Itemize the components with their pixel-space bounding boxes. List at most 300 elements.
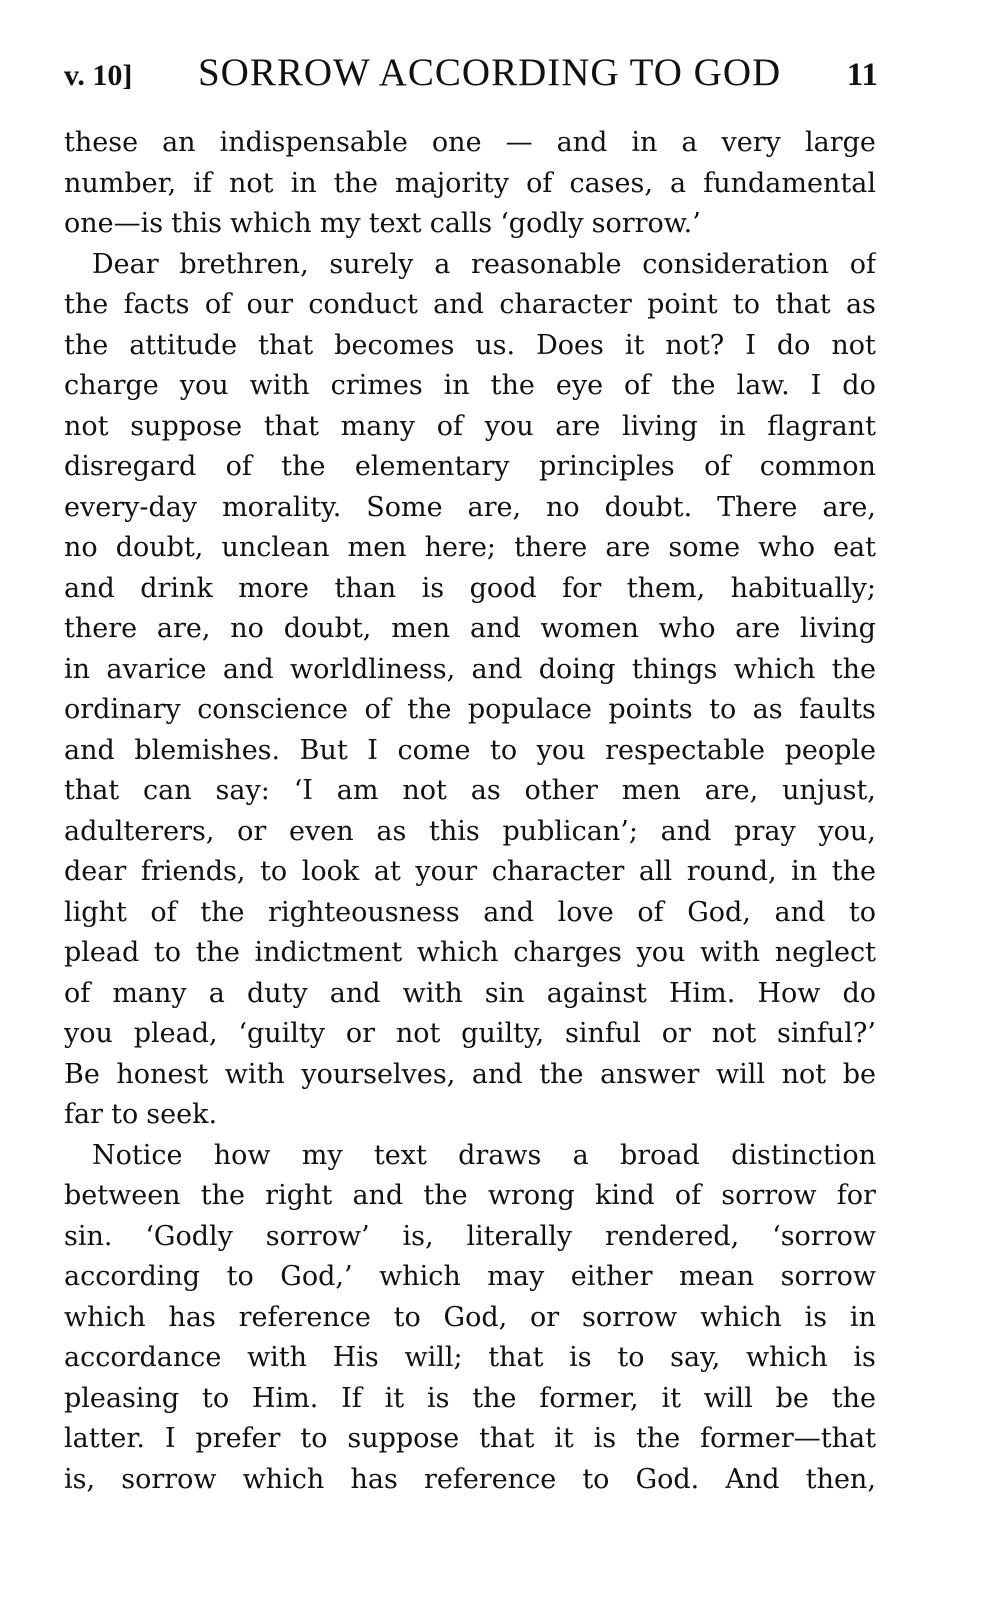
word: rendered, bbox=[604, 1220, 740, 1252]
word: with bbox=[700, 937, 761, 968]
word: or bbox=[237, 815, 267, 847]
text-line bbox=[64, 771, 876, 812]
word: not bbox=[402, 775, 447, 806]
word: the bbox=[831, 1382, 876, 1414]
word: love bbox=[557, 896, 614, 928]
word: am bbox=[336, 775, 379, 806]
word: a bbox=[434, 248, 451, 280]
word: ‘I bbox=[293, 775, 313, 806]
word: it bbox=[624, 329, 645, 361]
word: a bbox=[670, 167, 687, 199]
word: sorrow’ bbox=[265, 1220, 370, 1252]
word: sorrow.’ bbox=[591, 208, 701, 239]
word: draws bbox=[458, 1139, 542, 1171]
word: unclean bbox=[221, 532, 330, 563]
word: avarice bbox=[106, 653, 207, 685]
word: If bbox=[341, 1382, 362, 1414]
word: the bbox=[200, 896, 245, 928]
text-line bbox=[64, 123, 876, 164]
word: is bbox=[569, 1342, 592, 1373]
word: and bbox=[774, 896, 826, 928]
word: which bbox=[242, 1463, 325, 1495]
text-line bbox=[64, 933, 876, 974]
word: not? bbox=[665, 329, 725, 361]
word: the bbox=[64, 289, 109, 320]
word: reasonable bbox=[471, 248, 622, 280]
word: indictment bbox=[254, 937, 403, 968]
word: are, bbox=[156, 613, 211, 644]
word: no bbox=[230, 613, 264, 644]
word: are, bbox=[822, 491, 876, 523]
text-line bbox=[64, 1136, 876, 1177]
word: this bbox=[171, 208, 222, 239]
word: that bbox=[488, 1342, 544, 1373]
word: and bbox=[471, 653, 523, 685]
word: I bbox=[745, 329, 756, 361]
word: God, bbox=[687, 896, 751, 928]
word: reference bbox=[423, 1463, 557, 1495]
word: that bbox=[775, 289, 831, 320]
word: ‘guilty bbox=[238, 1018, 326, 1049]
word: Does bbox=[536, 329, 604, 361]
word: as bbox=[376, 815, 407, 847]
word: many bbox=[340, 410, 416, 442]
text-line bbox=[64, 731, 876, 772]
word: mean bbox=[679, 1261, 755, 1292]
word: of bbox=[624, 370, 651, 401]
word: is bbox=[426, 1382, 450, 1414]
word: common bbox=[759, 451, 876, 482]
word: all bbox=[638, 856, 673, 887]
word: blemishes. bbox=[134, 734, 281, 766]
word: not bbox=[64, 410, 109, 442]
word: people bbox=[784, 734, 876, 766]
word: sorrow bbox=[121, 1463, 217, 1495]
word: to bbox=[393, 1301, 421, 1333]
word: that bbox=[258, 329, 314, 361]
word: us. bbox=[475, 329, 516, 361]
word: Him. bbox=[251, 1382, 319, 1414]
word: flagrant bbox=[767, 410, 876, 442]
word: are bbox=[735, 613, 781, 644]
word: living bbox=[622, 410, 698, 442]
word: of bbox=[637, 896, 664, 928]
word: surely bbox=[329, 248, 414, 280]
word: to bbox=[260, 856, 288, 887]
word: for bbox=[836, 1180, 876, 1211]
word: there bbox=[64, 613, 138, 644]
word: and bbox=[222, 653, 274, 685]
word: many bbox=[112, 977, 187, 1009]
word: ‘sorrow bbox=[772, 1220, 876, 1252]
word: God. bbox=[635, 1463, 700, 1495]
word: and bbox=[433, 289, 484, 320]
text-line bbox=[64, 690, 876, 731]
word: consideration bbox=[642, 248, 829, 280]
word: to bbox=[153, 937, 182, 968]
word: if bbox=[193, 167, 212, 199]
word: righteousness bbox=[268, 896, 460, 928]
word: doubt, bbox=[115, 532, 204, 563]
word: unjust, bbox=[782, 775, 876, 806]
word: you bbox=[179, 370, 229, 401]
word: ‘godly bbox=[500, 208, 584, 239]
word: calls bbox=[429, 208, 493, 239]
word: literally bbox=[466, 1220, 573, 1252]
word: or bbox=[530, 1301, 560, 1333]
word: adulterers, bbox=[64, 815, 215, 847]
word: in bbox=[791, 856, 818, 887]
word: which bbox=[416, 937, 499, 968]
word: to bbox=[202, 1382, 230, 1414]
word: there bbox=[514, 532, 588, 563]
word: other bbox=[524, 775, 598, 806]
word: is, bbox=[64, 1463, 96, 1495]
word: either bbox=[570, 1261, 653, 1292]
word: can bbox=[143, 775, 192, 806]
page-number: 11 bbox=[846, 57, 878, 93]
word: as bbox=[845, 289, 876, 320]
word: friends, bbox=[140, 856, 246, 887]
word: wrong bbox=[487, 1180, 575, 1211]
word: text bbox=[368, 208, 422, 239]
word: seek. bbox=[146, 1099, 218, 1130]
word: eye bbox=[555, 370, 604, 401]
text-line bbox=[64, 204, 876, 245]
word: the bbox=[281, 451, 326, 482]
text-line bbox=[64, 1298, 876, 1339]
word: will; bbox=[404, 1342, 463, 1373]
running-title: SORROW ACCORDING TO GOD bbox=[197, 51, 782, 94]
text-line bbox=[64, 974, 876, 1015]
word: distinction bbox=[731, 1139, 876, 1171]
text-line bbox=[64, 447, 876, 488]
word: is bbox=[853, 1342, 876, 1373]
word: honest bbox=[116, 1058, 209, 1090]
word: you bbox=[484, 410, 534, 442]
word: I bbox=[164, 1423, 176, 1454]
word: and bbox=[64, 734, 115, 766]
word: which bbox=[700, 1301, 782, 1333]
word: which bbox=[733, 653, 816, 685]
word: broad bbox=[619, 1139, 700, 1171]
word: are, bbox=[467, 491, 522, 523]
text-line bbox=[64, 528, 876, 569]
word: has bbox=[350, 1463, 398, 1495]
word: every-day bbox=[64, 491, 198, 523]
word: and bbox=[469, 613, 521, 644]
text-line bbox=[64, 1338, 876, 1379]
word: fundamental bbox=[703, 167, 876, 199]
word: far bbox=[64, 1099, 103, 1130]
word: them, bbox=[626, 572, 706, 604]
word: sinful bbox=[565, 1018, 641, 1049]
word: in bbox=[719, 410, 746, 442]
word: is bbox=[804, 1301, 828, 1333]
word: be bbox=[842, 1058, 876, 1090]
word: the bbox=[831, 856, 876, 887]
text-line bbox=[64, 366, 876, 407]
word: I bbox=[810, 370, 822, 401]
word: latter. bbox=[64, 1423, 145, 1454]
word: one bbox=[431, 127, 482, 158]
word: God, bbox=[443, 1301, 508, 1333]
word: answer bbox=[600, 1058, 700, 1090]
word: plead bbox=[64, 937, 140, 968]
word: doubt. bbox=[604, 491, 693, 523]
word: in bbox=[64, 653, 91, 685]
word: or bbox=[345, 1018, 376, 1049]
word: these bbox=[64, 127, 139, 158]
word: are bbox=[555, 410, 601, 442]
word: crimes bbox=[330, 370, 423, 401]
word: respectable bbox=[605, 734, 766, 766]
word: no bbox=[64, 532, 98, 563]
text-line bbox=[64, 1095, 876, 1136]
text-line bbox=[64, 812, 876, 853]
word: to bbox=[709, 694, 737, 725]
word: of bbox=[364, 694, 391, 725]
word: which bbox=[230, 208, 312, 239]
word: duty bbox=[246, 977, 308, 1009]
word: conscience bbox=[197, 694, 349, 725]
word: who bbox=[658, 613, 716, 644]
word: Be bbox=[64, 1058, 100, 1090]
text-line bbox=[64, 285, 876, 326]
text-line bbox=[64, 852, 876, 893]
text-line bbox=[64, 488, 876, 529]
word: sinful?’ bbox=[777, 1018, 876, 1049]
word: the bbox=[472, 1382, 517, 1414]
word: our bbox=[246, 289, 294, 320]
word: this bbox=[429, 815, 480, 847]
body-text bbox=[64, 123, 876, 1500]
word: of bbox=[674, 1180, 702, 1211]
word: indispensable bbox=[219, 127, 408, 158]
word: of bbox=[204, 289, 232, 320]
word: drink bbox=[140, 572, 213, 604]
word: of bbox=[64, 977, 91, 1009]
word: no bbox=[545, 491, 580, 523]
word: to bbox=[848, 896, 876, 928]
word: His bbox=[332, 1342, 379, 1373]
word: doing bbox=[538, 653, 616, 685]
word: pleasing bbox=[64, 1382, 180, 1414]
word: charge bbox=[64, 370, 159, 401]
word: do bbox=[842, 977, 876, 1009]
word: prefer bbox=[195, 1423, 281, 1454]
text-line bbox=[64, 1055, 876, 1096]
word: dear bbox=[64, 856, 127, 887]
word: you, bbox=[818, 815, 876, 847]
word: between bbox=[64, 1180, 181, 1211]
word: sorrow bbox=[780, 1261, 876, 1292]
word: may bbox=[487, 1261, 545, 1292]
word: to bbox=[300, 1423, 328, 1454]
word: But bbox=[299, 734, 348, 766]
word: the bbox=[333, 167, 378, 199]
word: and bbox=[329, 977, 381, 1009]
text-line bbox=[64, 569, 876, 610]
text-line bbox=[64, 609, 876, 650]
word: say: bbox=[215, 775, 270, 806]
word: it bbox=[661, 1382, 681, 1414]
word: which bbox=[379, 1261, 461, 1292]
text-line bbox=[64, 650, 876, 691]
word: and bbox=[660, 815, 712, 847]
word: to bbox=[582, 1463, 610, 1495]
word: reference bbox=[238, 1301, 371, 1333]
word: suppose bbox=[130, 410, 243, 442]
word: will bbox=[703, 1382, 753, 1414]
word: of bbox=[704, 451, 731, 482]
text-line bbox=[64, 1014, 876, 1055]
text-line bbox=[64, 893, 876, 934]
word: of bbox=[436, 410, 463, 442]
word: you bbox=[64, 1018, 113, 1049]
word: habitually; bbox=[730, 572, 876, 604]
word: in bbox=[631, 127, 658, 158]
word: even bbox=[289, 815, 354, 847]
word: text bbox=[373, 1139, 427, 1171]
word: and bbox=[483, 896, 535, 928]
word: guilty, bbox=[461, 1018, 545, 1049]
word: the bbox=[407, 694, 452, 725]
word: kind bbox=[594, 1180, 655, 1211]
word: sorrow bbox=[582, 1301, 678, 1333]
word: then, bbox=[805, 1463, 876, 1495]
word: eat bbox=[833, 532, 876, 563]
word: be bbox=[775, 1382, 809, 1414]
word: is bbox=[593, 1423, 617, 1454]
word: not bbox=[831, 329, 876, 361]
word: it bbox=[554, 1423, 574, 1454]
word: There bbox=[717, 491, 798, 523]
word: at bbox=[373, 856, 401, 887]
word: of bbox=[849, 248, 876, 280]
word: number, bbox=[64, 167, 177, 199]
word: which bbox=[746, 1342, 828, 1373]
word: with bbox=[249, 370, 310, 401]
word: my bbox=[301, 1139, 343, 1171]
word: living bbox=[800, 613, 876, 644]
word: men bbox=[347, 532, 407, 563]
word: Some bbox=[366, 491, 443, 523]
word: and bbox=[352, 1180, 404, 1211]
word: the bbox=[636, 1423, 681, 1454]
word: as bbox=[470, 775, 501, 806]
word: populace bbox=[467, 694, 592, 725]
word: facts bbox=[123, 289, 190, 320]
text-line bbox=[64, 407, 876, 448]
word: in bbox=[443, 370, 470, 401]
word: I bbox=[367, 734, 378, 766]
word: here; bbox=[424, 532, 497, 563]
word: things bbox=[631, 653, 718, 685]
word: good bbox=[469, 572, 537, 604]
word: accordance bbox=[64, 1342, 222, 1373]
word: attitude bbox=[129, 329, 238, 361]
word: is, bbox=[402, 1220, 434, 1252]
word: more bbox=[238, 572, 310, 604]
word: sin. bbox=[64, 1220, 113, 1252]
word: conduct bbox=[308, 289, 418, 320]
word: not bbox=[395, 1018, 441, 1049]
word: Notice bbox=[92, 1139, 183, 1171]
text-line bbox=[64, 1379, 876, 1420]
word: some bbox=[668, 532, 741, 563]
word: Him. bbox=[669, 977, 736, 1009]
text-line bbox=[64, 1419, 876, 1460]
word: in bbox=[849, 1301, 876, 1333]
text-line bbox=[64, 245, 876, 286]
text-line bbox=[64, 1217, 876, 1258]
word: a bbox=[572, 1139, 589, 1171]
running-header bbox=[64, 50, 878, 106]
word: a bbox=[681, 127, 698, 158]
word: former—that bbox=[700, 1423, 876, 1454]
word: plead, bbox=[133, 1018, 218, 1049]
word: come bbox=[397, 734, 471, 766]
word: of bbox=[526, 167, 553, 199]
word: are, bbox=[704, 775, 759, 806]
word: sorrow bbox=[721, 1180, 817, 1211]
word: worldliness, bbox=[290, 653, 456, 685]
word: neglect bbox=[774, 937, 876, 968]
word: than bbox=[334, 572, 397, 604]
word: becomes bbox=[334, 329, 455, 361]
text-line bbox=[64, 1460, 876, 1501]
word: law. bbox=[736, 370, 790, 401]
word: charges bbox=[513, 937, 622, 968]
word: that bbox=[479, 1423, 535, 1454]
word: the bbox=[64, 329, 109, 361]
word: not bbox=[711, 1018, 757, 1049]
word: doubt, bbox=[283, 613, 372, 644]
word: ordinary bbox=[64, 694, 181, 725]
word: right bbox=[265, 1180, 333, 1211]
word: majority bbox=[395, 167, 510, 199]
word: character bbox=[491, 856, 625, 887]
word: and bbox=[471, 1058, 523, 1090]
word: And bbox=[725, 1463, 780, 1495]
word: look bbox=[301, 856, 360, 887]
word: men bbox=[391, 613, 451, 644]
verse-reference: v. 10] bbox=[64, 59, 133, 92]
word: points bbox=[608, 694, 693, 725]
word: publican’; bbox=[502, 815, 638, 847]
word: to bbox=[617, 1342, 645, 1373]
word: character bbox=[499, 289, 632, 320]
word: will bbox=[716, 1058, 766, 1090]
word: brethren, bbox=[179, 248, 309, 280]
word: your bbox=[415, 856, 478, 887]
word: as bbox=[752, 694, 783, 725]
word: has bbox=[168, 1301, 216, 1333]
word: are bbox=[605, 532, 651, 563]
text-line bbox=[64, 1257, 876, 1298]
word: to bbox=[489, 734, 518, 766]
word: that bbox=[64, 775, 120, 806]
word: in bbox=[290, 167, 317, 199]
word: an bbox=[162, 127, 196, 158]
text-line bbox=[64, 1176, 876, 1217]
word: not bbox=[229, 167, 274, 199]
word: elementary bbox=[354, 451, 510, 482]
word: the bbox=[423, 1180, 468, 1211]
word: men bbox=[621, 775, 681, 806]
word: and bbox=[556, 127, 608, 158]
